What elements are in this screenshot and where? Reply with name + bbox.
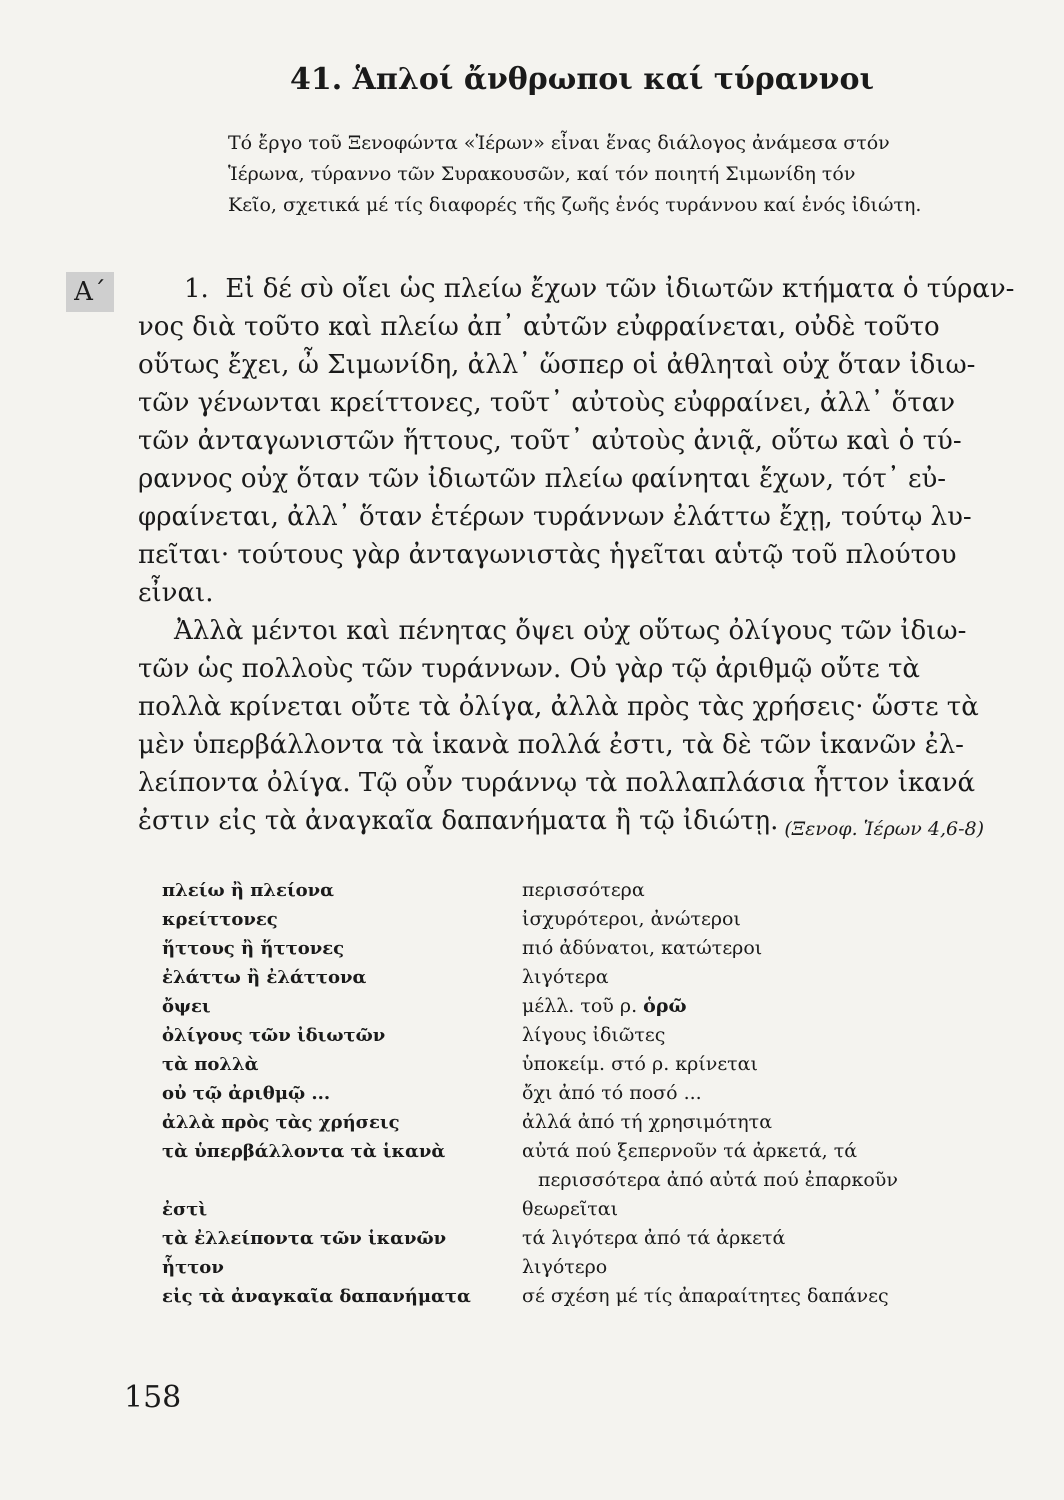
glossary-row bbox=[162, 905, 992, 934]
intro-line: Ἱέρωνα, τύραννο τῶν Συρακουσῶν, καί τόν ποιητή Σιμωνίδη τόν bbox=[228, 163, 856, 185]
text-line: νος διὰ τοῦτο καὶ πλείω ἀπ᾽ αὐτῶν εὐφραίνεται, οὐδὲ τοῦτο bbox=[138, 312, 940, 342]
glossary-definition: λιγότερα bbox=[522, 966, 609, 988]
glossary-definition: ἀλλά ἀπό τή χρησιμότητα bbox=[522, 1111, 773, 1133]
text-line: Ἀλλὰ μέντοι καὶ πένητας ὄψει οὐχ οὕτως ὀλίγους τῶν ἰδιω- bbox=[174, 616, 967, 646]
glossary-term: ἀλλὰ πρὸς τὰς χρήσεις bbox=[162, 1112, 400, 1133]
text-line: ἐστιν εἰς τὰ ἀναγκαῖα δαπανήματα ἢ τῷ ἰδιώτῃ. bbox=[138, 806, 779, 836]
intro-line: Τό ἔργο τοῦ Ξενοφώντα «Ἱέρων» εἶναι ἕνας διάλογος ἀνάμεσα στόν bbox=[228, 132, 890, 154]
text-line: λείποντα ὀλίγα. Τῷ οὖν τυράννῳ τὰ πολλαπλάσια ἧττον ἱκανά bbox=[138, 768, 976, 798]
glossary-definition: λιγότερο bbox=[522, 1256, 608, 1278]
glossary-row bbox=[162, 1224, 992, 1253]
glossary-term: εἰς τὰ ἀναγκαῖα δαπανήματα bbox=[162, 1286, 471, 1307]
glossary-row bbox=[162, 1021, 992, 1050]
glossary-term: οὐ τῷ ἀριθμῷ ... bbox=[162, 1083, 331, 1104]
glossary-row bbox=[162, 1195, 992, 1224]
glossary-definition: λίγους ἰδιῶτες bbox=[522, 1024, 666, 1046]
glossary-definition: σέ σχέση μέ τίς ἀπαραίτητες δαπάνες bbox=[522, 1285, 889, 1307]
text-line: πεῖται· τούτους γὰρ ἀνταγωνιστὰς ἡγεῖται αὑτῷ τοῦ πλούτου bbox=[138, 540, 957, 570]
page-title: 41. Ἁπλοί ἄνθρωποι καί τύραννοι bbox=[290, 62, 874, 97]
glossary-row bbox=[162, 1108, 992, 1137]
paragraph-number: 1. bbox=[184, 274, 209, 304]
glossary-term: τὰ πολλὰ bbox=[162, 1054, 259, 1075]
text-line: τῶν ἀνταγωνιστῶν ἥττους, τοῦτ᾽ αὐτοὺς ἀνιᾷ, οὕτω καὶ ὁ τύ- bbox=[138, 426, 962, 456]
glossary-row bbox=[162, 1137, 992, 1195]
glossary-row bbox=[162, 1050, 992, 1079]
glossary-term: τὰ ὑπερβάλλοντα τὰ ἱκανὰ bbox=[162, 1141, 446, 1162]
text-line: 1. Εἰ δέ σὺ οἴει ὡς πλείω ἔχων τῶν ἰδιωτῶν κτήματα ὁ τύραν- bbox=[184, 274, 1015, 304]
glossary-term: ὄψει bbox=[162, 996, 211, 1017]
page-number: 158 bbox=[124, 1380, 182, 1415]
ancient-text bbox=[138, 270, 1015, 840]
text-line: μὲν ὑπερβάλλοντα τὰ ἱκανὰ πολλά ἐστι, τὰ δὲ τῶν ἱκανῶν ἐλ- bbox=[138, 730, 964, 760]
text-line: τῶν γένωνται κρείττονες, τοῦτ᾽ αὐτοὺς εὐφραίνει, ἀλλ᾽ ὅταν bbox=[138, 388, 956, 418]
text-line: εἶναι. bbox=[138, 578, 214, 608]
source-citation: (Ξενοφ. Ἱέρων 4,6-8) bbox=[784, 818, 984, 840]
glossary-term: πλείω ἢ πλείονα bbox=[162, 880, 335, 901]
glossary-row bbox=[162, 1282, 992, 1311]
glossary-term: κρείττονες bbox=[162, 909, 278, 930]
glossary-definition: ὑποκείμ. στό ρ. κρίνεται bbox=[522, 1053, 758, 1075]
text-line: τῶν ὡς πολλοὺς τῶν τυράννων. Οὐ γὰρ τῷ ἀριθμῷ οὔτε τὰ bbox=[138, 654, 920, 684]
glossary bbox=[162, 876, 992, 1311]
text-line: πολλὰ κρίνεται οὔτε τὰ ὀλίγα, ἀλλὰ πρὸς τὰς χρήσεις· ὥστε τὰ bbox=[138, 692, 979, 722]
glossary-definition-continued: περισσότερα ἀπό αὐτά πού ἐπαρκοῦν bbox=[538, 1169, 898, 1191]
glossary-definition: περισσότερα bbox=[522, 879, 645, 901]
glossary-row bbox=[162, 1079, 992, 1108]
glossary-row bbox=[162, 876, 992, 905]
text-line: ραννος οὐχ ὅταν τῶν ἰδιωτῶν πλείω φαίνηται ἔχων, τότ᾽ εὐ- bbox=[138, 464, 947, 494]
glossary-definition: ἰσχυρότεροι, ἀνώτεροι bbox=[522, 908, 741, 930]
glossary-definition: ὄχι ἀπό τό ποσό ... bbox=[522, 1082, 702, 1104]
glossary-definition: μέλλ. τοῦ ρ. ὁρῶ bbox=[522, 995, 687, 1017]
glossary-term: ἐστὶ bbox=[162, 1199, 208, 1220]
glossary-definition: θεωρεῖται bbox=[522, 1198, 619, 1220]
glossary-row bbox=[162, 934, 992, 963]
glossary-definition: αὐτά πού ξεπερνοῦν τά ἀρκετά, τά περισσότερα ἀπό αὐτά πού ἐπαρκοῦν bbox=[522, 1137, 992, 1195]
glossary-row bbox=[162, 992, 992, 1021]
glossary-term: ὀλίγους τῶν ἰδιωτῶν bbox=[162, 1025, 386, 1046]
intro-line: Κεῖο, σχετικά μέ τίς διαφορές τῆς ζωῆς ἑνός τυράννου καί ἑνός ἰδιώτη. bbox=[228, 194, 922, 216]
glossary-verb: ὁρῶ bbox=[643, 995, 687, 1017]
section-label: Α΄ bbox=[66, 272, 114, 312]
glossary-term: ἥττους ἢ ἥττονες bbox=[162, 938, 345, 959]
intro-paragraph bbox=[228, 128, 988, 221]
glossary-term: ἐλάττω ἢ ἐλάττονα bbox=[162, 967, 367, 988]
glossary-row bbox=[162, 1253, 992, 1282]
glossary-definition: πιό ἀδύνατοι, κατώτεροι bbox=[522, 937, 763, 959]
glossary-definition: τά λιγότερα ἀπό τά ἀρκετά bbox=[522, 1227, 786, 1249]
glossary-term: ἧττον bbox=[162, 1257, 224, 1278]
glossary-term: τὰ ἐλλείποντα τῶν ἱκανῶν bbox=[162, 1228, 447, 1249]
text-line: οὕτως ἔχει, ὦ Σιμωνίδη, ἀλλ᾽ ὥσπερ οἱ ἀθληταὶ οὐχ ὅταν ἰδιω- bbox=[138, 350, 976, 380]
text-line: φραίνεται, ἀλλ᾽ ὅταν ἑτέρων τυράννων ἐλάττω ἔχῃ, τούτῳ λυ- bbox=[138, 502, 972, 532]
glossary-row bbox=[162, 963, 992, 992]
